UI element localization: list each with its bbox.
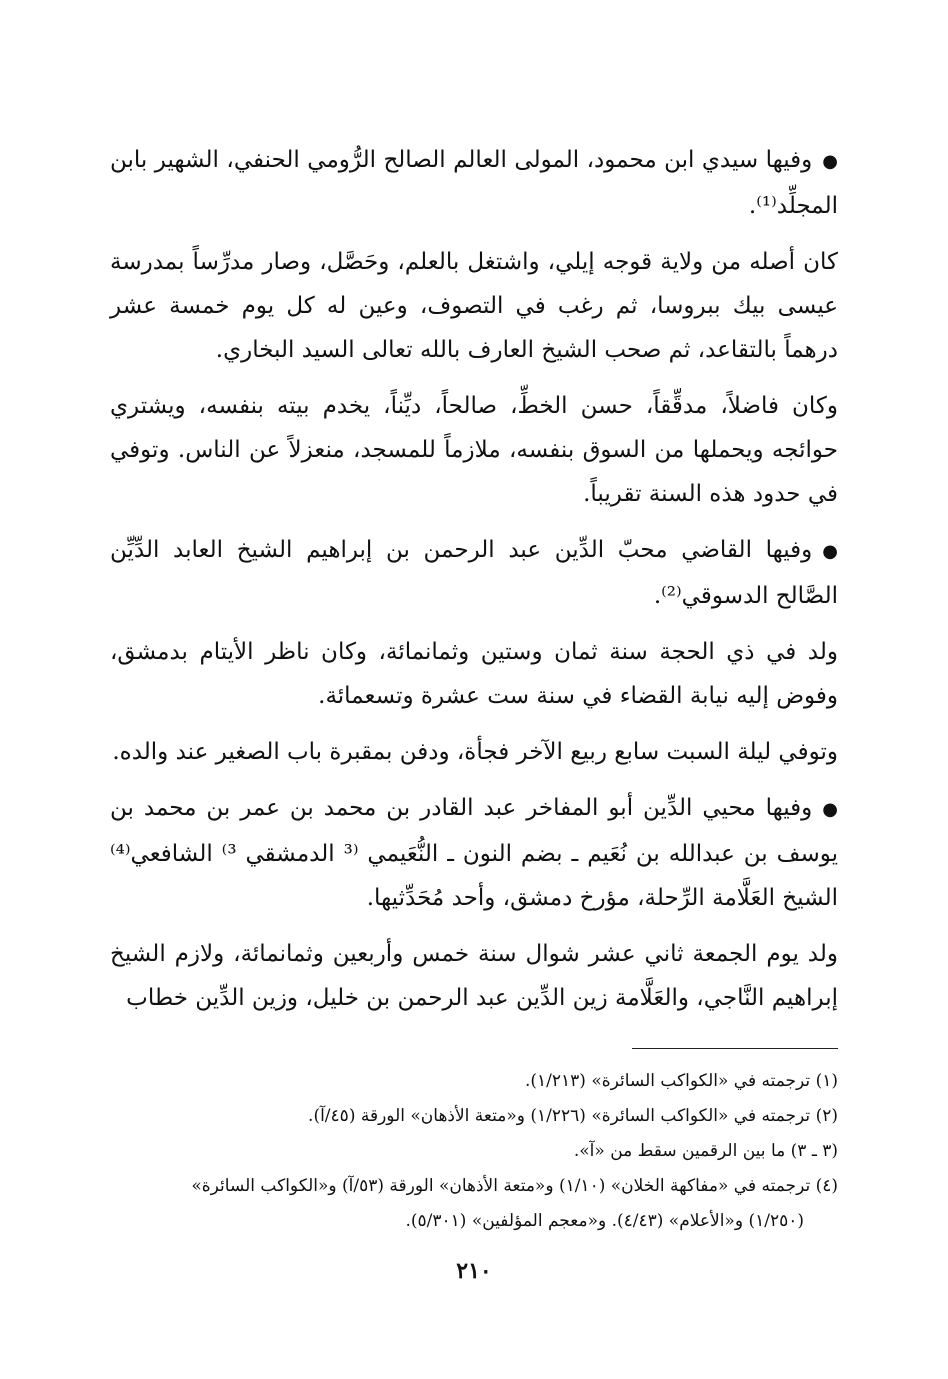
entry-ibn-mahmud [110, 138, 838, 228]
main-text [110, 138, 838, 1032]
paragraph [110, 384, 838, 516]
entry-al-nuaymi [110, 786, 838, 920]
footnote-4: (٤) ترجمته في «مفاكهة الخلان» (١/١٠) و«متعة الأذهان» الورقة (٥٣/آ) و«الكواكب السائرة» [191, 1176, 838, 1196]
bullet-icon: ● [822, 151, 838, 172]
paragraph-text: وفيها القاضي محبّ الدِّين عبد الرحمن بن إبراهيم الشيخ العابد الدِّيِّن الصَّالح الدسوقي⁽²⁾. [110, 537, 838, 609]
paragraph [110, 730, 838, 774]
paragraph [110, 932, 838, 1020]
entry-al-dasuqi [110, 528, 838, 618]
paragraph [110, 630, 838, 718]
bullet-icon: ● [822, 799, 838, 820]
paragraph-text: وفيها محيي الدِّين أبو المفاخر عبد القادر بن محمد بن عمر بن محمد بن يوسف بن عبدالله بن نُعَيم ـ بضم النون ـ النُّعَيمي ⁽³ الدمشقي ³⁾ الشافعي⁽⁴⁾ الشيخ العَلَّامة الرِّحلة، مؤرخ دمشق، وأحد مُحَدِّثيها. [110, 795, 838, 911]
footnote-divider [632, 1048, 838, 1049]
paragraph-text: ولد يوم الجمعة ثاني عشر شوال سنة خمس وأربعين وثمانمائة، ولازم الشيخ إبراهيم النَّاجي، والعَلَّامة زين الدِّين عبد الرحمن بن خليل، وزين الدِّين خطاب [110, 941, 838, 1011]
paragraph-text: كان أصله من ولاية قوجه إيلي، واشتغل بالعلم، وحَصَّل، وصار مدرِّساً بمدرسة عيسى بيك ببروسا، ثم رغب في التصوف، وعين له كل يوم خمسة عشر درهماً بالتقاعد، ثم صحب الشيخ العارف بالله تعالى السيد البخاري. [110, 249, 838, 363]
paragraph-text: وكان فاضلاً، مدقِّقاً، حسن الخطِّ، صالحاً، ديِّناً، يخدم بيته بنفسه، ويشتري حوائجه ويحملها من السوق بنفسه، ملازماً للمسجد، منعزلاً عن الناس. وتوفي في حدود هذه السنة تقريباً. [110, 393, 838, 507]
paragraph-text: ولد في ذي الحجة سنة ثمان وستين وثمانمائة، وكان ناظر الأيتام بدمشق، وفوض إليه نيابة القضاء في سنة ست عشرة وتسعمائة. [110, 639, 838, 709]
footnote-3: (٣ ـ ٣) ما بين الرقمين سقط من «آ». [573, 1141, 838, 1161]
paragraph [110, 240, 838, 372]
footnote-1: (١) ترجمته في «الكواكب السائرة» (١/٢١٣). [524, 1071, 838, 1091]
page-number: ٢١٠ [456, 1258, 492, 1284]
footnote-2: (٢) ترجمته في «الكواكب السائرة» (١/٢٢٦) و«متعة الأذهان» الورقة (٤٥/آ). [308, 1106, 838, 1126]
paragraph-text: وتوفي ليلة السبت سابع ربيع الآخر فجأة، ودفن بمقبرة باب الصغير عند والده. [112, 739, 838, 765]
paragraph-text: وفيها سيدي ابن محمود، المولى العالم الصالح الرُّومي الحنفي، الشهير بابن المجلِّد⁽¹⁾. [110, 147, 838, 219]
footnote-4-continued: (١/٢٥٠) و«الأعلام» (٤/٤٣). و«معجم المؤلفين» (٥/٣٠١). [405, 1211, 804, 1231]
footnotes [110, 1064, 838, 1239]
bullet-icon: ● [822, 541, 838, 562]
